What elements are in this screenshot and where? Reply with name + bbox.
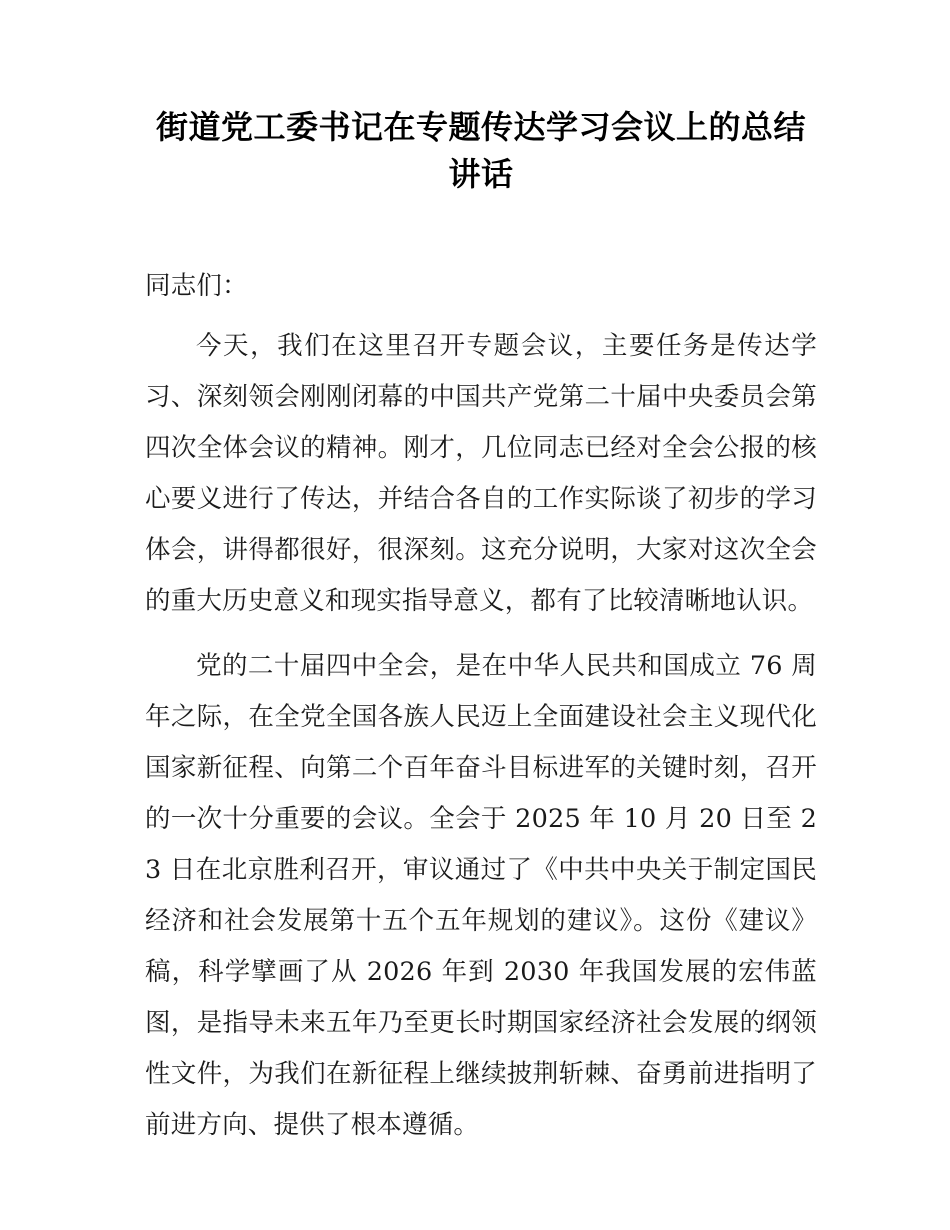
- salutation-line: 同志们：: [145, 271, 248, 301]
- document-title: 街道党工委书记在专题传达学习会议上的总结讲话: [155, 108, 806, 193]
- document-content: [145, 198, 817, 1151]
- paragraph-1: 今天，我们在这里召开专题会议，主要任务是传达学习、深刻领会刚刚闭幕的中国共产党第二十届中央委员会第四次全体会议的精神。刚才，几位同志已经对全会公报的核心要义进行了传达，并结合各自的工作实际谈了初步的学习体会，讲得都很好，很深刻。这充分说明，大家对这次全会的重大历史意义和现实指导意义，都有了比较清晰地认识。: [145, 331, 817, 616]
- document-body: [145, 0, 817, 1151]
- paragraph-2: 党的二十届四中全会，是在中华人民共和国成立 76 周年之际，在全党全国各族人民迈上全面建设社会主义现代化国家新征程、向第二个百年奋斗目标进军的关键时刻，召开的一次十分重要的会议。全会于 2025 年 10 月 20 日至 23 日在北京胜利召开，审议通过了《中共中央关于制定国民经济和社会发展第十五个五年规划的建议》。这份《建议》稿，科学擘画了从 2026 年到 2030 年我国发展的宏伟蓝图，是指导未来五年乃至更长时期国家经济社会发展的纲领性文件，为我们在新征程上继续披荆斩棘、奋勇前进指明了前进方向、提供了根本遵循。: [145, 651, 817, 1140]
